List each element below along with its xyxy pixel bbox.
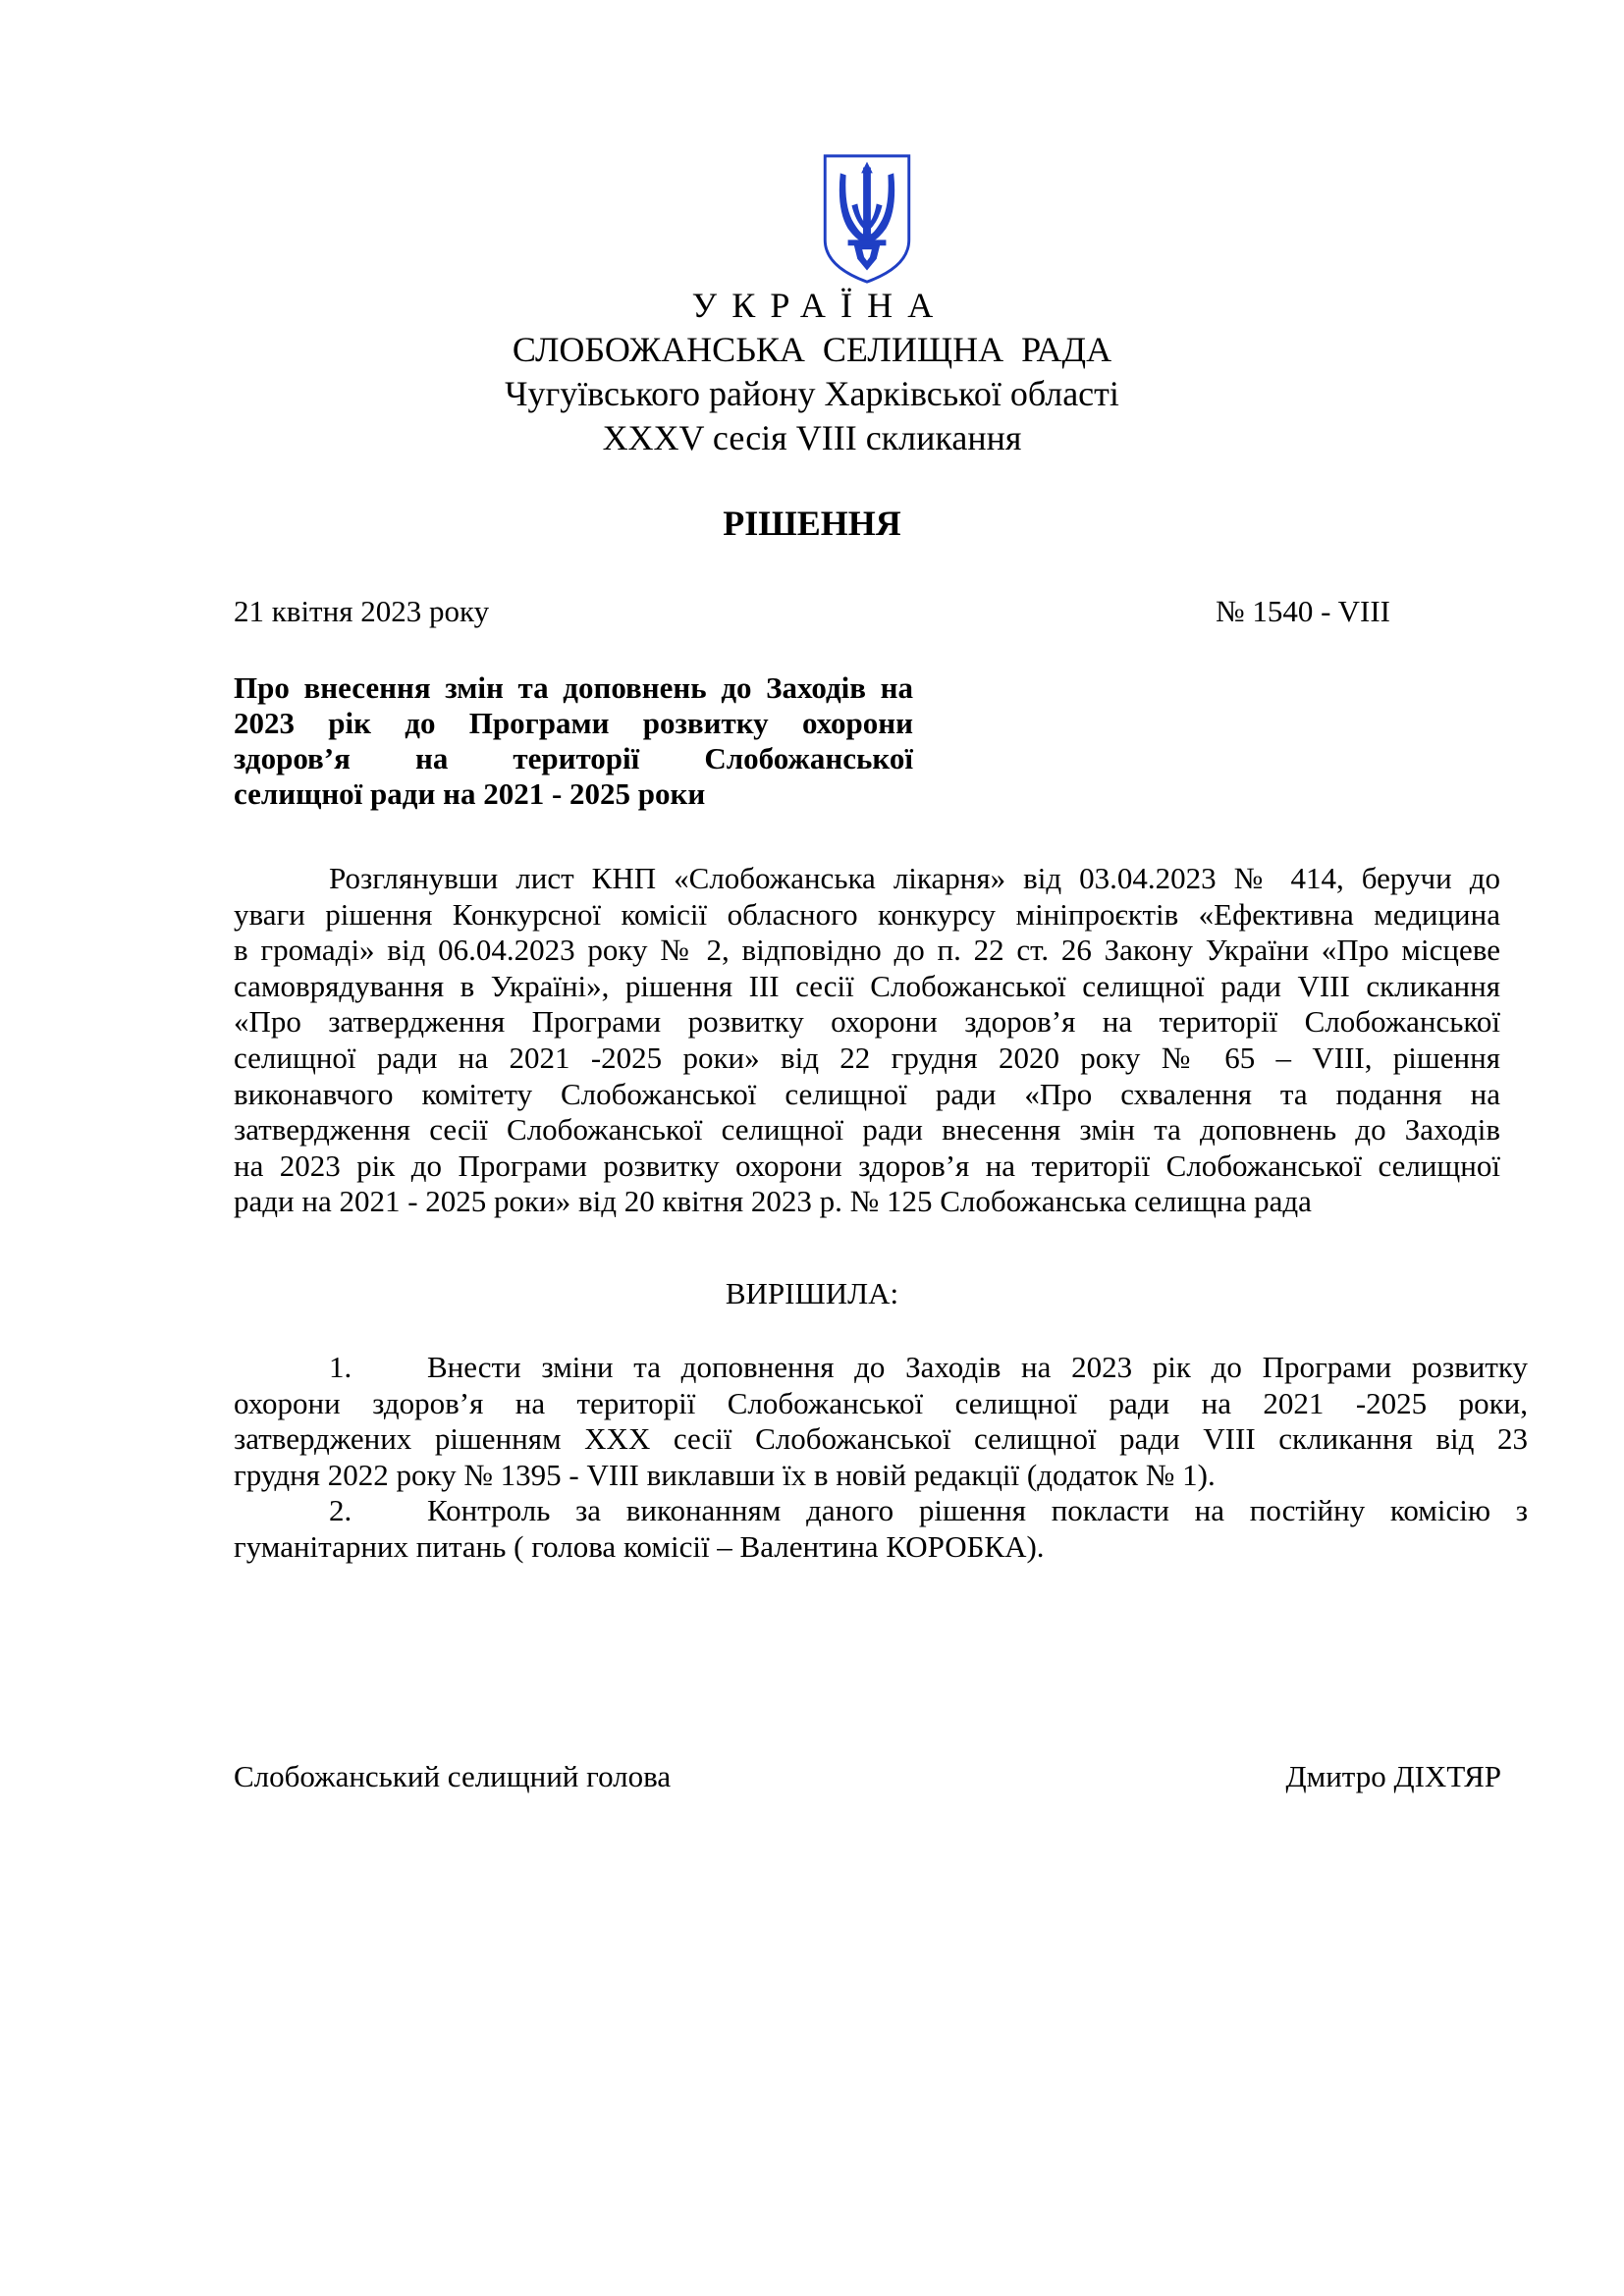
preamble-line: уваги рішення Конкурсної комісії обласного конкурсу мініпроєктів «Ефективна медицина [234,896,1500,932]
point-line: грудня 2022 року № 1395 - VIII виклавши їх в новій редакції (додаток № 1). [234,1457,1216,1492]
council-name: СЛОБОЖАНСЬКА СЕЛИЩНА РАДА [512,330,1112,369]
point-text: Контроль за виконанням даного рішення покласти на постійну комісію з [427,1493,1528,1528]
decision-points [234,1350,1528,1566]
preamble-line: Розглянувши лист КНП «Слобожанська лікарня» від 03.04.2023 № 414, беручи до [329,861,1500,895]
preamble-line: на 2023 рік до Програми розвитку охорони здоров’я на території Слобожанської селищної [234,1148,1500,1183]
point-text: Внести зміни та доповнення до Заходів на 2023 рік до Програми розвитку [427,1350,1528,1384]
subject-line: Про внесення змін та доповнень до Заходів на [234,670,913,705]
signatory-name: Дмитро ДІХТЯР [1285,1759,1501,1793]
preamble [234,861,1500,1220]
country-name: УКРАЇНА [691,286,948,325]
document-title: РІШЕННЯ [723,504,901,543]
decision-date: 21 квітня 2023 року [234,594,490,628]
preamble-line: самоврядування в Україні», рішення III сесії Слобожанської селищної ради VIII скликання [234,968,1500,1003]
signatory-title: Слобожанський селищний голова [234,1759,672,1793]
point-line: охорони здоров’я на території Слобожанської селищної ради на 2021 -2025 роки, [234,1385,1528,1420]
trident-emblem-icon [819,152,915,286]
preamble-line: ради на 2021 - 2025 роки» від 20 квітня 2023 р. № 125 Слобожанська селищна рада [234,1184,1312,1219]
point-line: затверджених рішенням XXX сесії Слобожанської селищної ради VIII скликання від 23 [234,1421,1528,1457]
preamble-line: селищної ради на 2021 -2025 роки» від 22 грудня 2020 року № 65 – VIII, рішення [234,1040,1500,1075]
subject-line: селищної ради на 2021 - 2025 роки [234,776,706,811]
preamble-line: затвердження сесії Слобожанської селищної ради внесення змін та доповнень до Заходів [234,1112,1500,1148]
decision-number: № 1540 - VIII [1216,594,1390,628]
point-line: гуманітарних питань ( голова комісії – Валентина КОРОБКА). [234,1528,1045,1564]
preamble-line: «Про затвердження Програми розвитку охорони здоров’я на території Слобожанської [234,1004,1500,1040]
point-line [234,1350,1528,1386]
point-number: 2. [329,1493,352,1528]
point-number: 1. [329,1350,352,1384]
resolved-heading: ВИРІШИЛА: [725,1276,899,1310]
subject-line: здоров’я на території Слобожанської [234,741,913,775]
preamble-line: в громаді» від 06.04.2023 року № 2, відповідно до п. 22 ст. 26 Закону України «Про місцеве [234,933,1500,968]
district-name: Чугуївського району Харківської області [505,374,1119,413]
decision-subject [234,670,913,812]
point-line [234,1493,1528,1529]
session-info: XXXV сесія VIII скликання [602,418,1022,457]
preamble-line: виконавчого комітету Слобожанської селищної ради «Про схвалення та подання на [234,1076,1500,1111]
subject-line: 2023 рік до Програми розвитку охорони [234,706,913,740]
